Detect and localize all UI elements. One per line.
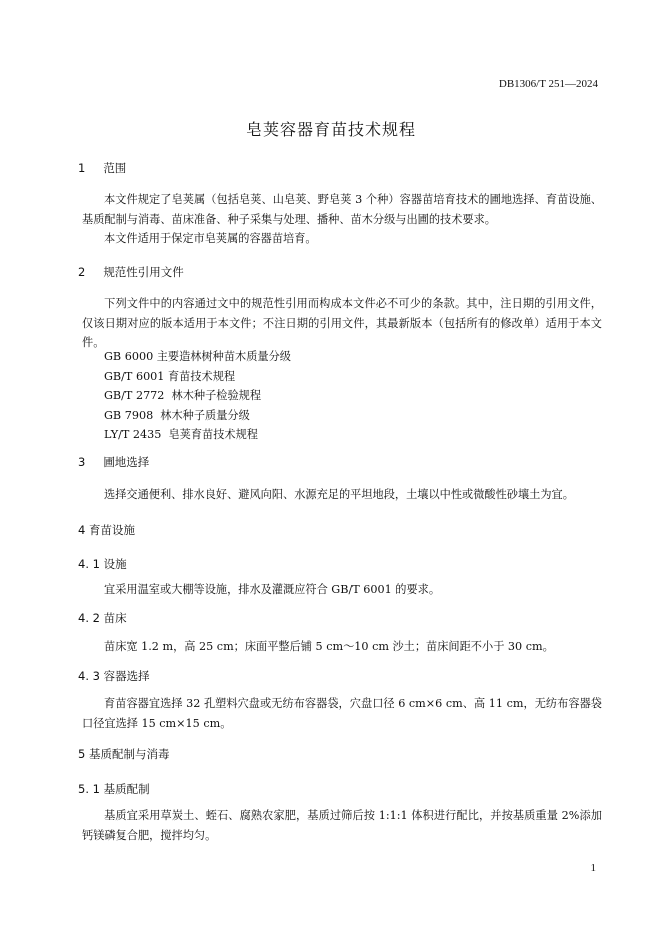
section-2-paragraph-1: 下列文件中的内容通过文中的规范性引用而构成本文件必不可少的条款。其中，注日期的引用文件，仅该日期对应的版本适用于本文件；不注日期的引用文件，其最新版本（包括所有的修改单）适用于本文件。 xyxy=(82,297,602,349)
section-5-1-heading: 5. 1 基质配制 xyxy=(78,782,150,796)
reference-item: GB/T 6001 育苗技术规程 xyxy=(104,369,236,383)
section-5-heading: 5 基质配制与消毒 xyxy=(78,747,170,761)
reference-item: GB/T 2772 林木种子检验规程 xyxy=(104,389,262,402)
section-1-title: 范围 xyxy=(103,161,127,175)
section-3-number: 3 xyxy=(78,455,86,469)
section-2-number: 2 xyxy=(78,265,86,279)
section-4-1-heading: 4. 1 设施 xyxy=(78,557,127,571)
document-number: DB1306/T 251—2024 xyxy=(498,78,598,90)
section-4-3-heading: 4. 3 容器选择 xyxy=(78,669,150,683)
section-3-heading xyxy=(78,454,149,470)
section-2-title: 规范性引用文件 xyxy=(103,265,184,279)
reference-item: GB 7908 林木种子质量分级 xyxy=(104,408,250,422)
section-3-title: 圃地选择 xyxy=(103,455,150,469)
section-2-heading xyxy=(78,264,184,280)
section-3-paragraph-1: 选择交通便利、排水良好、避风向阳、水源充足的平坦地段，土壤以中性或微酸性砂壤土为宜。 xyxy=(104,488,574,501)
section-4-2-heading: 4. 2 苗床 xyxy=(78,611,127,625)
section-1-paragraph-2: 本文件适用于保定市皂荚属的容器苗培育。 xyxy=(104,232,317,245)
section-4-3-paragraph: 育苗容器宜选择 32 孔塑料穴盘或无纺布容器袋，穴盘口径 6 cm×6 cm、高 11 cm，无纺布容器袋口径宜选择 15 cm×15 cm。 xyxy=(82,697,602,730)
section-1-paragraph-1: 本文件规定了皂荚属（包括皂荚、山皂荚、野皂荚 3 个种）容器苗培育技术的圃地选择、育苗设施、基质配制与消毒、苗床准备、种子采集与处理、播种、苗木分级与出圃的技术要求。 xyxy=(82,193,602,226)
page-number: 1 xyxy=(590,862,596,874)
reference-item: GB 6000 主要造林树种苗木质量分级 xyxy=(104,350,291,363)
section-4-2-paragraph: 苗床宽 1.2 m，高 25 cm；床面平整后铺 5 cm～10 cm 沙土；苗床间距不小于 30 cm。 xyxy=(104,640,554,653)
section-1-heading xyxy=(78,160,126,176)
document-title: 皂荚容器育苗技术规程 xyxy=(245,120,416,139)
section-4-1-paragraph: 宜采用温室或大棚等设施，排水及灌溉应符合 GB/T 6001 的要求。 xyxy=(104,583,441,596)
section-4-heading: 4 育苗设施 xyxy=(78,523,135,537)
section-5-1-paragraph: 基质宜采用草炭土、蛭石、腐熟农家肥，基质过筛后按 1:1:1 体积进行配比，并按基质重量 2%添加钙镁磷复合肥，搅拌均匀。 xyxy=(82,809,602,842)
reference-item: LY/T 2435 皂荚育苗技术规程 xyxy=(104,428,258,441)
normative-references-list xyxy=(104,347,291,445)
section-1-number: 1 xyxy=(78,161,86,175)
